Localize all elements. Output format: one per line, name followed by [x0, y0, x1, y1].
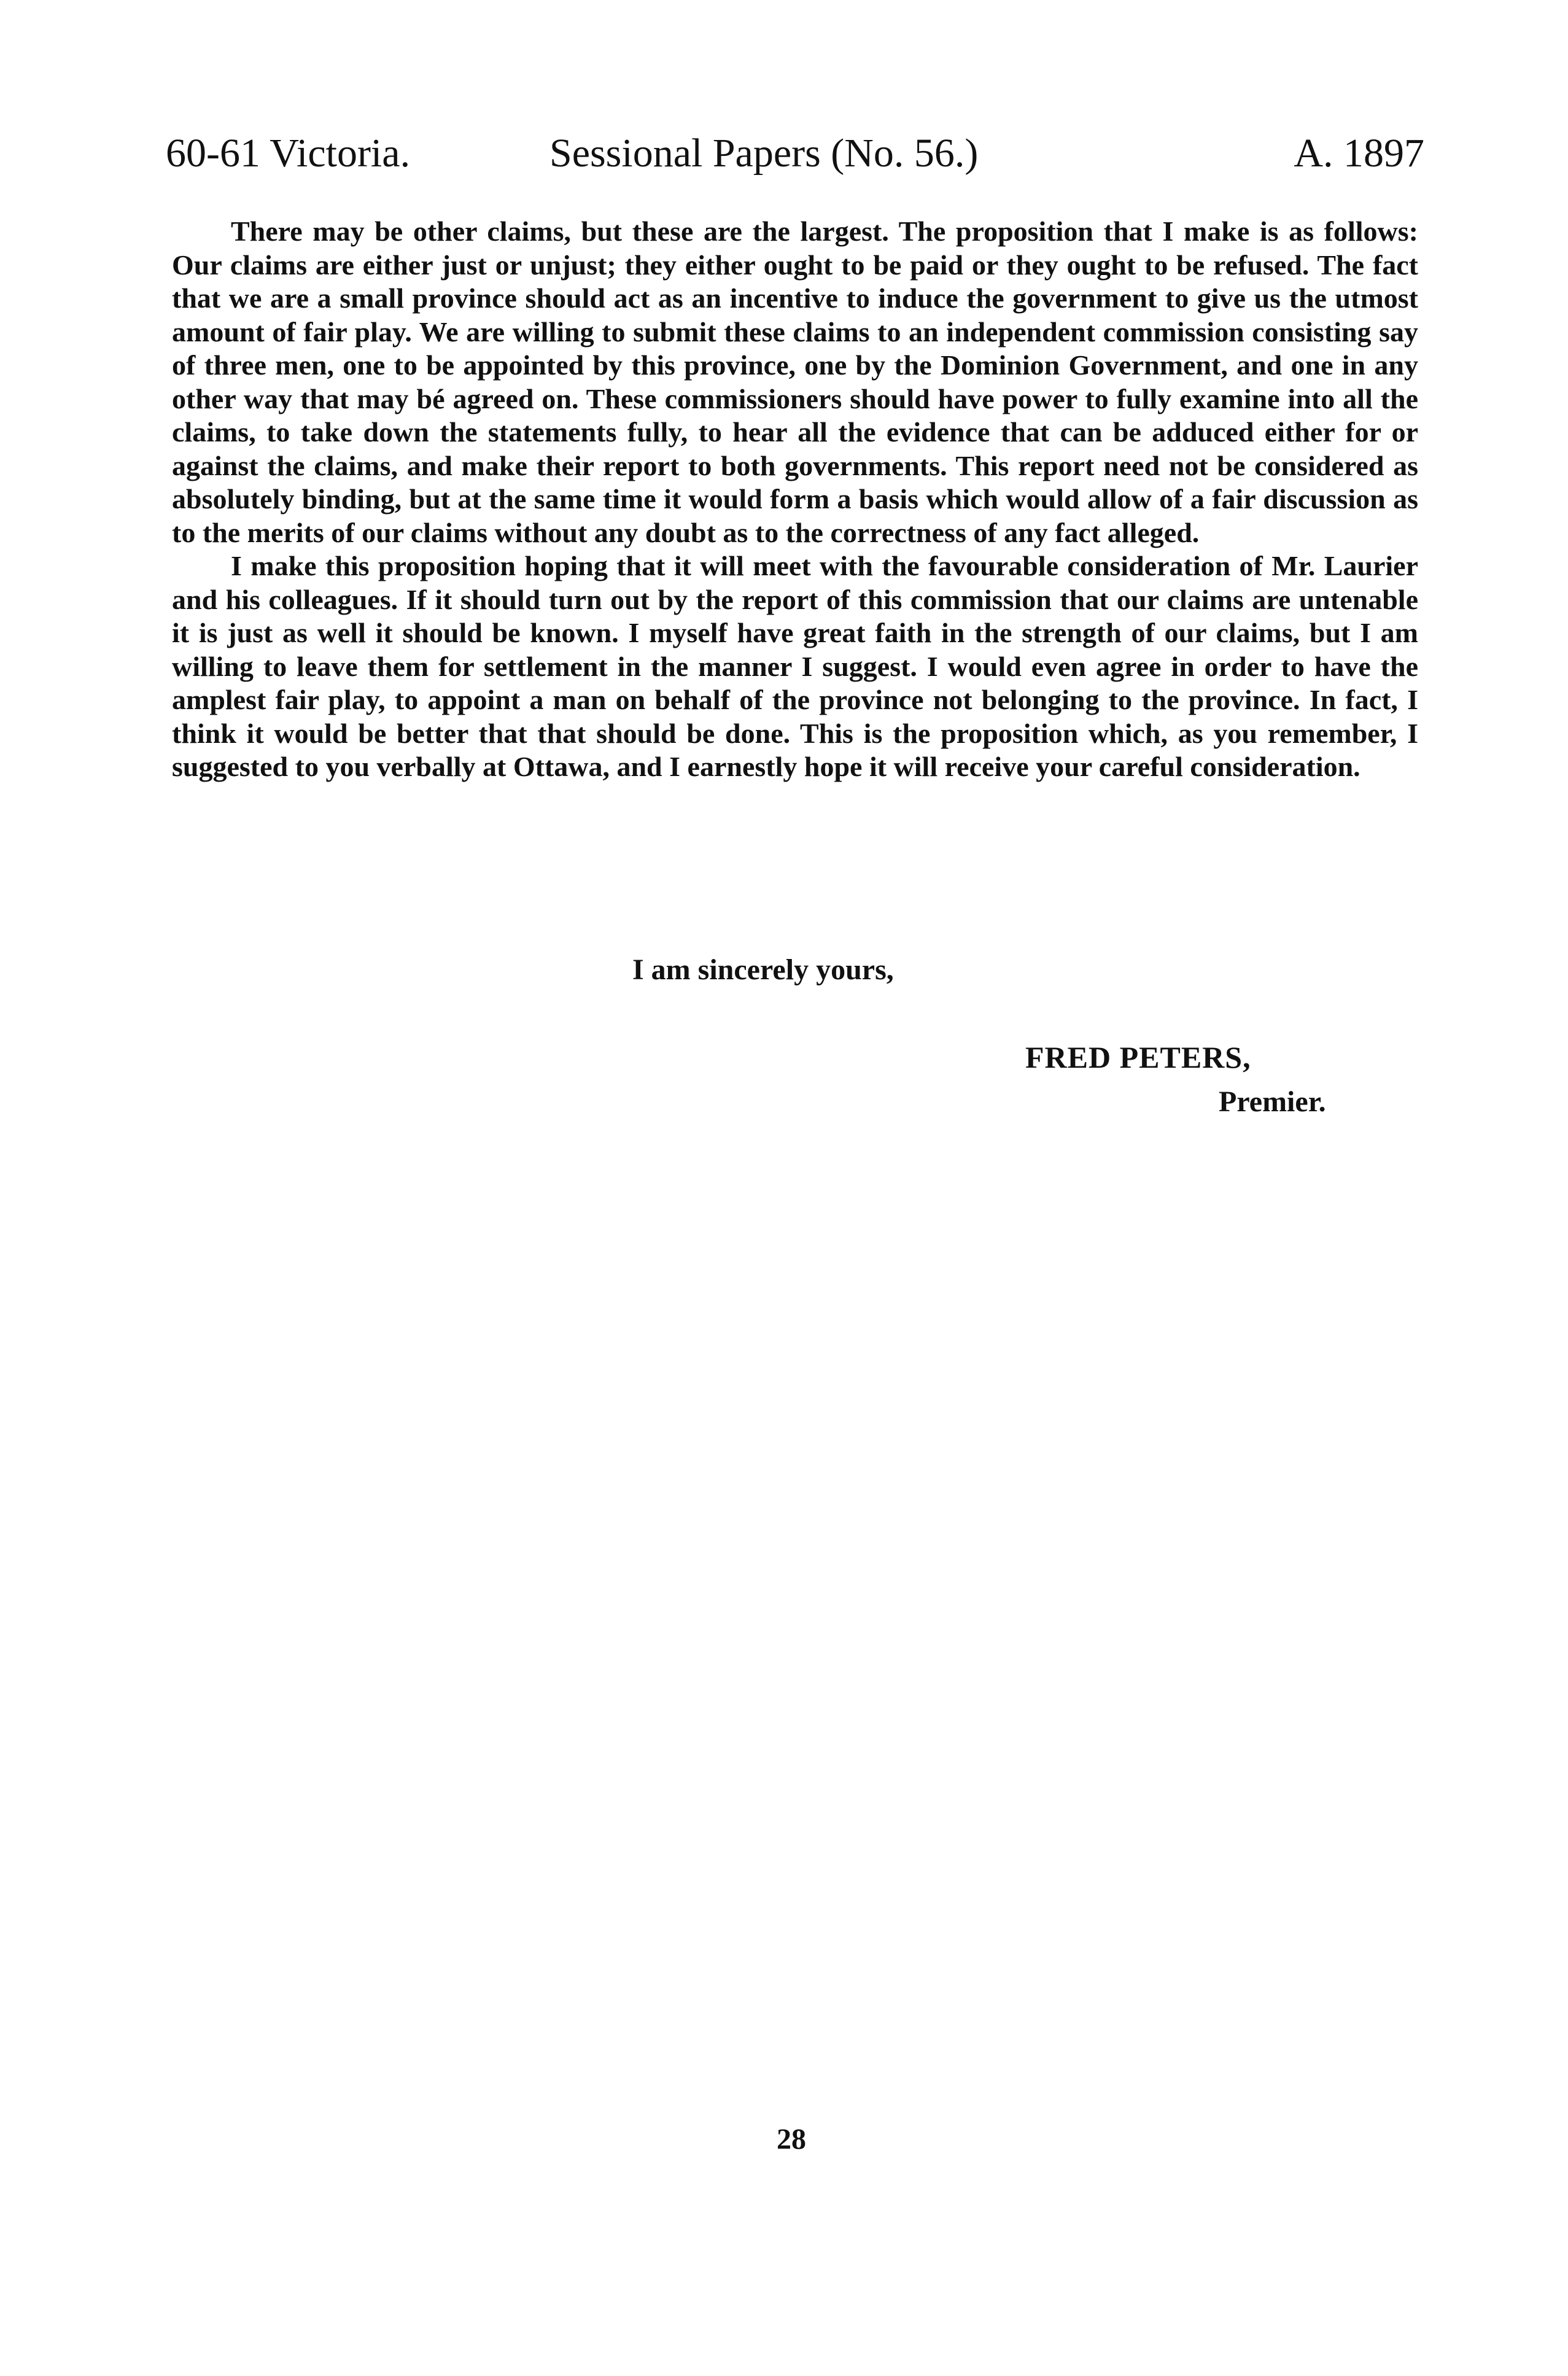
header-session: 60-61 Victoria. [166, 131, 411, 176]
header-publication: Sessional Papers (No. 56.) [549, 131, 979, 176]
signature-title: Premier. [1219, 1085, 1326, 1118]
page-number: 28 [777, 2123, 806, 2156]
page-header [166, 126, 1424, 181]
signature-name: FRED PETERS, [1025, 1040, 1251, 1074]
paragraph: There may be other claims, but these are the largest. The proposition that I make is as follows: Our claims are either just or unjust; they either ought to be paid or they ought to be refused. The fact that we are a small province should act as an incentive to induce the government to give us the utmost amount of fair play. We are willing to submit these claims to an independent commission consisting say of three men, one to be appointed by this province, one by the Dominion Government, and one in any other way that may bé agreed on. These commissioners should have power to fully examine into all the claims, to take down the statements fully, to hear all the evidence that can be adduced either for or against the claims, and make their report to both governments. This report need not be considered as absolutely binding, but at the same time it would form a basis which would allow of a fair discussion as to the merits of our claims without any doubt as to the correctness of any fact alleged. [172, 215, 1418, 548]
header-year: A. 1897 [1294, 131, 1424, 176]
letter-closing: I am sincerely yours, [632, 953, 894, 986]
paragraph: I make this proposition hoping that it will meet with the favourable consideration of Mr. Laurier and his colleagues. If it should turn out by the report of this commission that our claims are untenable it is just as well it should be known. I myself have great faith in the strength of our claims, but I am willing to leave them for settlement in the manner I suggest. I would even agree in order to have the amplest fair play, to appoint a man on behalf of the province not belonging to the province. In fact, I think it would be better that that should be done. This is the proposition which, as you remember, I suggested to you verbally at Ottawa, and I earnestly hope it will receive your careful consideration. [172, 550, 1418, 782]
letter-body [172, 215, 1418, 784]
